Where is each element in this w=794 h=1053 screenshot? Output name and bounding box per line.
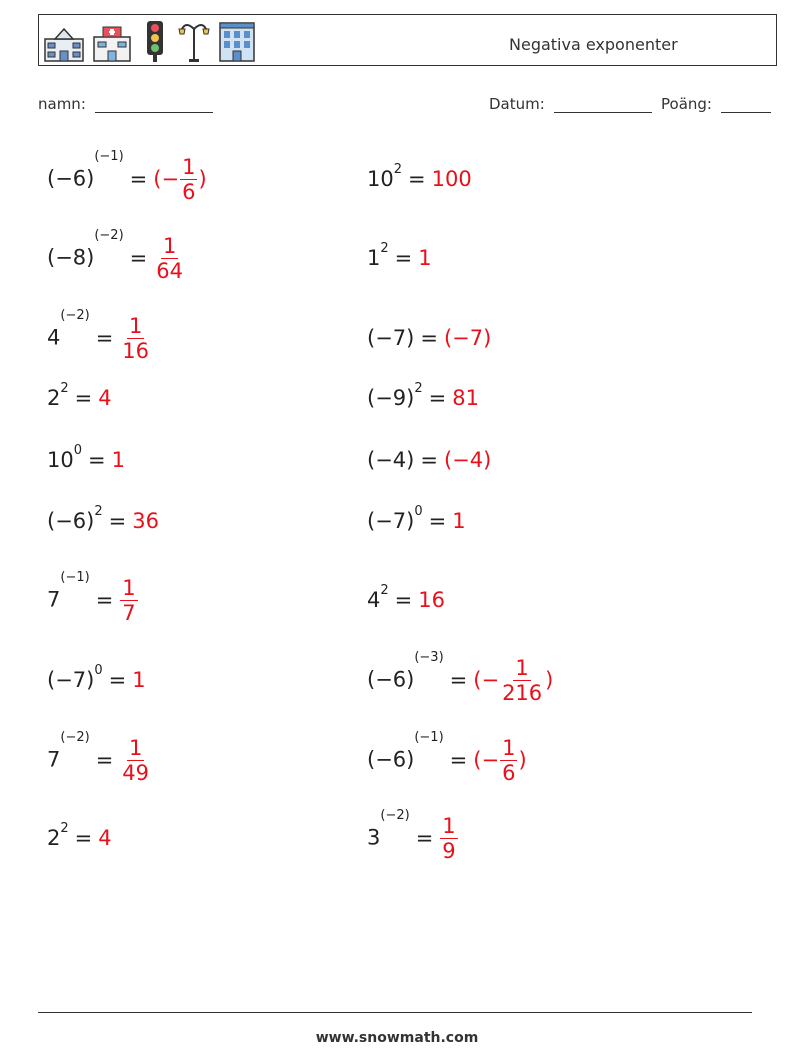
name-label: namn:: [38, 95, 86, 113]
equals-sign: =: [129, 166, 148, 191]
problem-base: 7: [47, 587, 61, 612]
problem-exponent: 2: [380, 241, 389, 256]
fraction-denominator: 6: [502, 761, 516, 786]
problem-exponent: 2: [60, 381, 69, 396]
worksheet-title: Negativa exponenter: [509, 35, 678, 54]
problem-item: [47, 504, 159, 533]
fraction-numerator: 1: [442, 814, 456, 838]
school-building-icon: [43, 23, 85, 63]
date-label: Datum:: [489, 95, 545, 113]
fraction-denominator: 7: [122, 601, 136, 626]
answer: 81: [452, 386, 479, 410]
score-field[interactable]: [661, 95, 771, 113]
problem-item: [47, 730, 152, 786]
answer: 100: [431, 167, 472, 191]
answer-close: ): [518, 747, 527, 772]
problem-base: (−6): [367, 747, 415, 772]
problem-item: [367, 583, 445, 612]
fraction-numerator: 1: [502, 736, 516, 760]
problem-item: [47, 443, 125, 472]
fraction-denominator: 6: [182, 180, 196, 205]
problem-base: 4: [367, 588, 381, 612]
answer-fraction: [119, 736, 152, 786]
fraction: [500, 657, 544, 704]
equals-sign: =: [74, 386, 93, 410]
office-building-icon: [217, 19, 257, 63]
answer-sign: (−: [473, 667, 500, 692]
problem-exponent: 2: [414, 381, 423, 396]
answer-sign: (−: [473, 747, 500, 772]
problem-item: [367, 650, 554, 706]
problem-item: [47, 149, 207, 205]
problem-item: [47, 821, 112, 850]
problem-exponent: 2: [393, 162, 403, 177]
problem-base: (−7): [47, 668, 95, 692]
equals-sign: =: [95, 587, 114, 612]
problem-item: [367, 730, 527, 786]
fraction-numerator: 1: [128, 314, 143, 338]
equals-sign: =: [108, 509, 127, 533]
problem-item: [367, 381, 479, 410]
answer: 1: [132, 668, 146, 692]
equals-sign: =: [408, 167, 426, 191]
problem-item: [367, 241, 432, 270]
score-label: Poäng:: [661, 95, 712, 113]
answer-fraction: [119, 314, 152, 364]
problem-item: [367, 328, 491, 349]
answer: 1: [418, 246, 432, 270]
fraction-denominator: 216: [502, 681, 543, 706]
equals-sign: =: [394, 588, 413, 612]
answer-fraction: [439, 814, 458, 864]
answer: 16: [418, 588, 445, 612]
problem-exponent: (−2): [380, 808, 410, 823]
equals-sign: =: [394, 246, 413, 270]
problem-base: (−6): [47, 509, 95, 533]
problem-base: 10: [367, 167, 394, 191]
answer-fraction: [473, 656, 554, 706]
equals-sign: =: [428, 386, 447, 410]
fraction-denominator: 64: [156, 259, 183, 284]
answer: (−4): [443, 448, 492, 472]
fraction-numerator: 1: [128, 736, 143, 760]
problem-base: (−6): [47, 166, 95, 191]
fraction-numerator: 1: [162, 234, 177, 258]
problem-exponent: 0: [94, 663, 103, 678]
answer-close: ): [198, 166, 207, 191]
fraction: [120, 737, 151, 784]
equals-sign: =: [88, 448, 106, 472]
problem-base: 3: [367, 825, 381, 850]
equals-sign: =: [415, 825, 434, 850]
problem-exponent: (−1): [60, 570, 90, 585]
fraction-numerator: 1: [182, 155, 196, 179]
problem-item: [367, 450, 491, 471]
problem-exponent: (−3): [414, 650, 444, 665]
equals-sign: =: [449, 747, 468, 772]
fraction-denominator: 9: [442, 839, 456, 864]
problem-item: [47, 663, 146, 692]
problem-item: [47, 308, 152, 364]
problem-base: (−9): [367, 386, 415, 410]
fraction: [180, 156, 197, 203]
problem-exponent: (−1): [94, 149, 124, 164]
problem-exponent: (−2): [60, 730, 90, 745]
fraction-numerator: 1: [122, 576, 136, 600]
hospital-icon: [91, 23, 133, 63]
fraction-denominator: 49: [122, 761, 150, 786]
problem-base: 1: [367, 246, 381, 270]
footer-url: www.snowmath.com: [315, 1030, 479, 1046]
equals-sign: =: [95, 747, 114, 772]
problem-base: (−7): [367, 326, 415, 350]
problem-base: 2: [47, 826, 61, 850]
answer: 36: [132, 509, 159, 533]
equals-sign: =: [129, 245, 148, 270]
answer-fraction: [473, 736, 527, 786]
answer-fraction: [119, 576, 138, 626]
equals-sign: =: [449, 667, 468, 692]
problem-item: [367, 808, 459, 864]
problem-base: (−6): [367, 667, 415, 692]
problem-exponent: (−1): [414, 730, 444, 745]
fraction: [120, 577, 137, 624]
date-field[interactable]: [489, 95, 652, 113]
problem-exponent: (−2): [94, 228, 124, 243]
footer-divider: [38, 1012, 752, 1013]
problem-base: (−8): [47, 245, 95, 270]
answer-fraction: [153, 234, 186, 284]
problem-base: (−4): [367, 448, 415, 472]
problem-base: (−7): [367, 509, 415, 533]
problem-item: [47, 228, 186, 284]
fraction: [154, 235, 185, 282]
answer: 1: [452, 509, 466, 533]
traffic-light-icon: [139, 19, 171, 63]
problem-base: 7: [47, 747, 61, 772]
fraction: [500, 737, 517, 784]
problem-exponent: (−2): [60, 308, 90, 323]
fraction: [440, 815, 457, 862]
fraction-denominator: 16: [122, 339, 150, 364]
score-blank[interactable]: [721, 98, 771, 113]
problem-exponent: 2: [60, 821, 69, 836]
problem-item: [47, 570, 139, 626]
problem-item: [367, 504, 466, 533]
equals-sign: =: [95, 325, 114, 350]
equals-sign: =: [108, 668, 127, 692]
answer-close: ): [545, 667, 554, 692]
date-blank[interactable]: [554, 98, 652, 113]
problem-exponent: 2: [380, 583, 389, 598]
answer-sign: (−: [153, 166, 180, 191]
problem-exponent: 2: [94, 504, 103, 519]
fraction: [120, 315, 151, 362]
name-blank[interactable]: [95, 98, 213, 113]
fraction-numerator: 1: [515, 656, 529, 680]
equals-sign: =: [428, 509, 447, 533]
answer: 4: [98, 386, 112, 410]
name-field[interactable]: [38, 95, 213, 113]
header-icons: [43, 19, 257, 63]
problem-item: [367, 162, 472, 191]
answer: 4: [98, 826, 112, 850]
answer-fraction: [153, 155, 207, 205]
problem-exponent: 0: [414, 504, 423, 519]
answer: 1: [111, 448, 125, 472]
problem-base: 10: [47, 448, 74, 472]
street-lamp-icon: [177, 19, 211, 63]
problem-item: [47, 381, 112, 410]
answer: (−7): [443, 326, 492, 350]
problem-base: 4: [47, 325, 61, 350]
equals-sign: =: [74, 826, 93, 850]
worksheet-header: [38, 14, 777, 66]
problem-exponent: 0: [73, 443, 83, 458]
problem-base: 2: [47, 386, 61, 410]
equals-sign: =: [420, 448, 438, 472]
equals-sign: =: [420, 326, 438, 350]
